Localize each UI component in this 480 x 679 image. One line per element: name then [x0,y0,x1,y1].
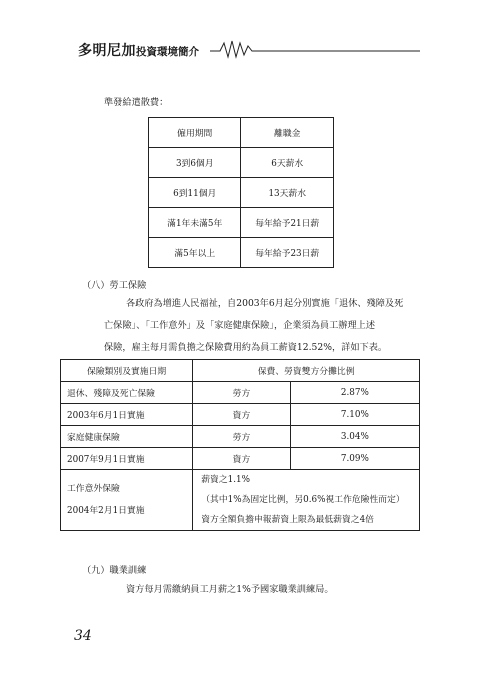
section8-heading: （八）勞工保險 [82,280,147,291]
insurance-type: 退休、殘障及死亡保險 [61,382,193,404]
severance-intro: 準發給遣散費： [104,97,169,108]
accident-rate-cell [193,470,420,531]
table-header-cell: 保費、勞資雙方分攤比例 [193,360,420,382]
rate-value: 7.09% [290,448,419,470]
table-row [149,148,334,178]
table-row [61,426,420,448]
accident-line: 資方全額負擔申報薪資上限為最低薪資之4倍 [201,515,374,525]
section8-para-line: 亡保險」、「工作意外」及「家庭健康保險」，企業須為員工辦理上述 [104,320,376,331]
section8-para-line: 各政府為增進人民福祉，自2003年6月起分別實施「退休、殘障及死 [126,298,404,309]
header-wave-line [210,38,420,60]
header-title-sub: 投資環境簡介 [136,46,199,58]
table-row [61,382,420,404]
party-label: 勞方 [193,426,290,448]
table-cell: 滿1年未滿5年 [149,208,241,238]
header-title [78,40,199,60]
table-cell: 13天薪水 [241,178,334,208]
table-row [61,448,420,470]
rate-value: 7.10% [290,404,419,426]
party-label: 資方 [193,404,290,426]
rate-value: 2.87% [290,382,419,404]
table-cell: 6天薪水 [241,148,334,178]
insurance-date: 2004年2月1日實施 [67,506,145,516]
table-header-cell: 離職金 [241,118,334,148]
table-cell: 每年給予21日薪 [241,208,334,238]
insurance-date: 2007年9月1日實施 [61,448,193,470]
table-row [149,118,334,148]
severance-table [148,117,334,268]
insurance-type-cell [61,470,193,531]
table-cell: 6到11個月 [149,178,241,208]
table-row [61,470,420,531]
table-row [149,238,334,268]
section9-para: 資方每月需繳納員工月薪之1%予國家職業訓練局。 [126,584,334,595]
insurance-date: 2003年6月1日實施 [61,404,193,426]
accident-line: （其中1%為固定比例，另0.6%視工作危險性而定） [201,495,405,505]
party-label: 勞方 [193,382,290,404]
rate-value: 3.04% [290,426,419,448]
insurance-type: 家庭健康保險 [61,426,193,448]
table-row [149,178,334,208]
page-number: 34 [74,628,92,644]
accident-line: 薪資之1.1% [201,475,250,485]
table-cell: 3到6個月 [149,148,241,178]
insurance-table [60,359,420,531]
table-row [149,208,334,238]
insurance-type: 工作意外保險 [67,484,120,494]
table-cell: 每年給予23日薪 [241,238,334,268]
party-label: 資方 [193,448,290,470]
section8-para-line: 保險，雇主每月需負擔之保險費用約為員工薪資12.52%，詳如下表。 [104,342,388,353]
table-cell: 滿5年以上 [149,238,241,268]
table-row [61,360,420,382]
table-header-cell: 僱用期間 [149,118,241,148]
section9-heading: （九）職業訓練 [82,565,147,576]
table-row [61,404,420,426]
table-header-cell: 保險類別及實施日期 [61,360,193,382]
running-header [78,38,418,60]
header-title-main: 多明尼加 [78,43,136,59]
